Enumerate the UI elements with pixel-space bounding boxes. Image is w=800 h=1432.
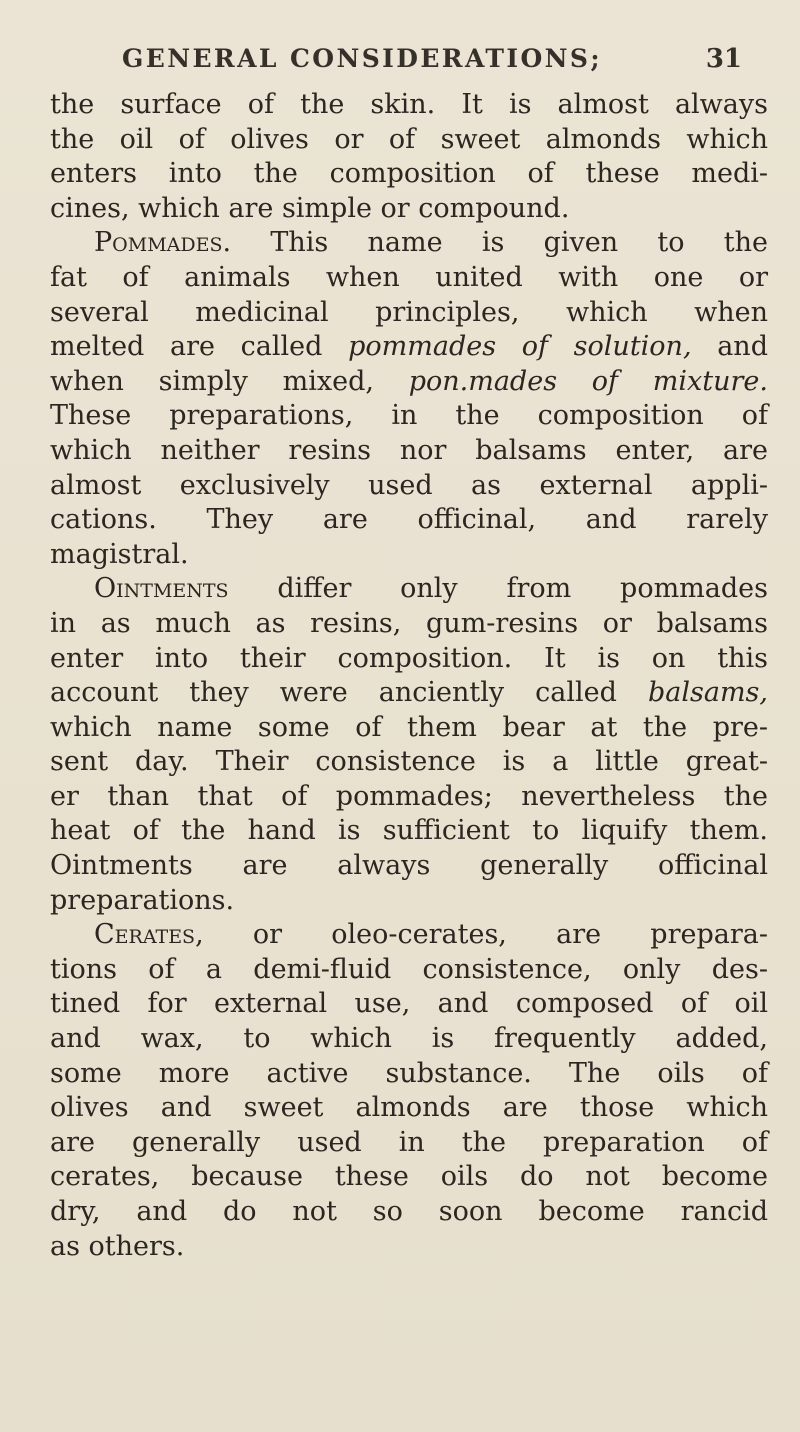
line-text-pre: when simply mixed,: [50, 365, 409, 397]
line-text: some more active substance. The oils of: [50, 1057, 768, 1089]
line-text: differ only from pommades: [228, 573, 768, 605]
line-text-pre: account they were anciently called: [50, 677, 648, 709]
line-text: heat of the hand is sufficient to liquify them.: [50, 815, 768, 847]
text-line: [50, 814, 768, 849]
text-line: [50, 1091, 768, 1126]
line-text: preparations.: [50, 884, 235, 916]
text-line: [50, 1160, 768, 1195]
line-text: or oleo-cerates, are prepara-: [203, 919, 768, 951]
text-line: [50, 399, 768, 434]
text-line: [50, 538, 768, 573]
line-text-pre: melted are called: [50, 331, 349, 363]
italic-term: pon.mades of mixture.: [408, 365, 768, 397]
text-line: [50, 296, 768, 331]
text-line: [50, 88, 768, 123]
text-line: [50, 469, 768, 504]
line-text: enters into the composition of these medi-: [50, 158, 768, 190]
line-text: are generally used in the preparation of: [50, 1126, 768, 1158]
running-header: [50, 18, 768, 74]
body-text: [50, 88, 768, 1264]
text-line: [50, 780, 768, 815]
text-line: [50, 365, 768, 400]
section-term: Pommades.: [94, 227, 232, 259]
text-line: [50, 1230, 768, 1265]
text-line: [50, 745, 768, 780]
line-text: which neither resins nor balsams enter, are: [50, 434, 768, 466]
text-line: [50, 1195, 768, 1230]
text-line: [50, 607, 768, 642]
line-text: This name is given to the: [231, 227, 768, 259]
line-text: in as much as resins, gum-resins or balsams: [50, 607, 768, 639]
line-text: cerates, because these oils do not become: [50, 1161, 768, 1193]
text-line: [50, 261, 768, 296]
page-number: 31: [705, 44, 742, 74]
text-line: [50, 953, 768, 988]
line-text: Ointments are always generally officinal: [50, 850, 768, 882]
text-line: [50, 711, 768, 746]
text-line: [50, 572, 768, 607]
text-line: [50, 849, 768, 884]
line-text: These preparations, in the composition of: [50, 400, 768, 432]
text-line: [50, 123, 768, 158]
line-text: tined for external use, and composed of oil: [50, 988, 768, 1020]
line-text: sent day. Their consistence is a little great-: [50, 746, 768, 778]
line-text: and wax, to which is frequently added,: [50, 1023, 768, 1055]
line-text: er than that of pommades; nevertheless the: [50, 780, 768, 812]
text-line: [50, 434, 768, 469]
line-text: the surface of the skin. It is almost always: [50, 89, 768, 120]
line-text: enter into their composition. It is on this: [50, 642, 768, 674]
text-line: [50, 157, 768, 192]
italic-term: pommades of solution,: [348, 331, 692, 363]
line-text: cations. They are officinal, and rarely: [50, 504, 768, 536]
line-text: as others.: [50, 1230, 185, 1262]
text-line: [50, 884, 768, 919]
section-term: Ointments: [94, 573, 229, 605]
text-line: [50, 918, 768, 953]
line-text: olives and sweet almonds are those which: [50, 1092, 768, 1124]
line-text: and: [691, 331, 768, 363]
text-line: [50, 226, 768, 261]
line-text: cines, which are simple or compound.: [50, 192, 570, 224]
text-line: [50, 1022, 768, 1057]
line-text: almost exclusively used as external appli-: [50, 469, 768, 501]
text-line: [50, 642, 768, 677]
text-line: [50, 1057, 768, 1092]
line-text: dry, and do not so soon become rancid: [50, 1196, 768, 1227]
text-line: [50, 676, 768, 711]
running-title: GENERAL CONSIDERATIONS;: [122, 44, 602, 73]
line-text: the oil of olives or of sweet almonds which: [50, 123, 768, 155]
italic-term: balsams,: [647, 677, 768, 709]
text-line: [50, 1126, 768, 1161]
line-text: magistral.: [50, 538, 189, 570]
line-text: tions of a demi-fluid consistence, only des-: [50, 953, 768, 985]
section-term: Cerates,: [94, 919, 204, 951]
text-line: [50, 503, 768, 538]
text-line: [50, 192, 768, 227]
line-text: which name some of them bear at the pre-: [50, 711, 768, 743]
text-line: [50, 987, 768, 1022]
line-text: several medicinal principles, which when: [50, 296, 768, 328]
text-line: [50, 330, 768, 365]
line-text: fat of animals when united with one or: [50, 261, 768, 293]
